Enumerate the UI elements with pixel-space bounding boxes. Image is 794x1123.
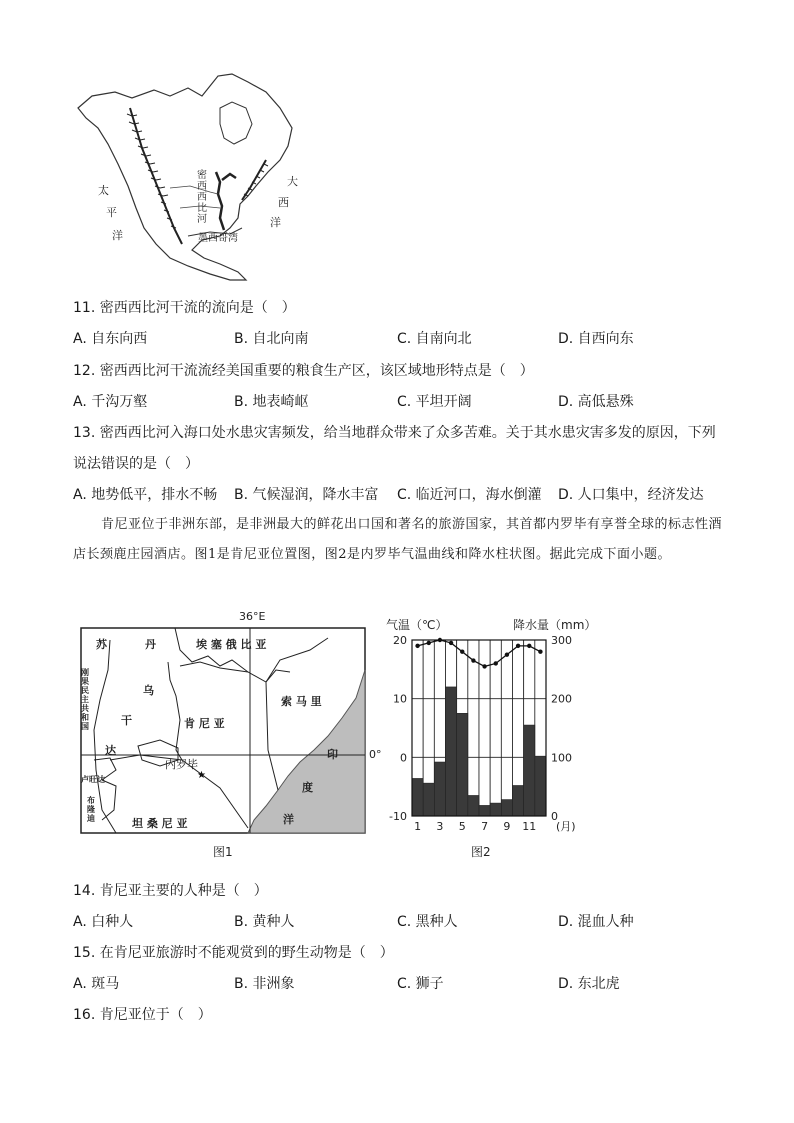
precipitation-bar (423, 783, 434, 816)
temperature-point (538, 650, 542, 654)
pacific-label-3: 洋 (112, 229, 123, 242)
pacific-label-1: 太 (98, 184, 109, 197)
fig2-left-axis-title: 气温（℃） (386, 618, 448, 632)
temperature-point (516, 644, 520, 648)
month-tick-label: 11 (522, 820, 537, 833)
precipitation-bar (446, 687, 457, 816)
question-11-option-a[interactable]: A. 自东向西 (73, 331, 148, 347)
question-15-option-c[interactable]: C. 狮子 (397, 976, 444, 992)
indian-ocean-label-2: 度 (302, 781, 313, 794)
ethiopia-label: 埃 塞 俄 比 亚 (196, 638, 267, 651)
temperature-point (415, 644, 419, 648)
question-12-option-c[interactable]: C. 平坦开阔 (397, 394, 472, 410)
nairobi-star-icon: ★ (197, 770, 206, 781)
month-tick-label: 7 (481, 820, 489, 833)
ethiopia-kenya-border (180, 662, 290, 682)
temperature-tick-label: 10 (393, 692, 407, 706)
month-unit-label: (月) (556, 820, 576, 833)
precipitation-bar (434, 762, 445, 816)
temperature-point (482, 664, 486, 668)
precipitation-bar (535, 756, 546, 816)
north-america-outline (78, 74, 292, 280)
question-11-option-c[interactable]: C. 自南向北 (397, 331, 472, 347)
drc-label-3: 民 (81, 686, 89, 695)
question-14-option-b[interactable]: B. 黄种人 (234, 914, 295, 930)
atlantic-label-3: 洋 (270, 216, 281, 229)
drc-label-1: 刚 (81, 668, 89, 677)
precipitation-bar (501, 800, 512, 816)
question-14-option-d[interactable]: D. 混血人种 (558, 914, 634, 930)
precipitation-bar (468, 795, 479, 816)
question-11-option-d[interactable]: D. 自西向东 (558, 331, 634, 347)
fig1-equator-label: 0° (369, 748, 382, 761)
kenya-label: 肯 尼 亚 (184, 717, 225, 730)
precipitation-tick-label: 0 (551, 810, 558, 823)
mississippi-river-label: 密西西比河 (197, 170, 207, 225)
drc-label-2: 果 (81, 677, 89, 686)
question-13-stem-line2: 说法错误的是（ ） (73, 456, 199, 472)
question-13-stem-line1: 13. 密西西比河入海口处水患灾害频发，给当地群众带来了众多苦难。关于其水患灾害多发的原因，下列 (73, 425, 716, 441)
question-13-option-b[interactable]: B. 气候湿润，降水丰富 (234, 487, 379, 503)
somalia-label: 索 马 里 (281, 695, 322, 708)
drc-label-5: 共 (81, 704, 89, 713)
month-tick-label: 5 (458, 820, 466, 833)
fig2-caption: 图2 (471, 845, 491, 859)
temperature-point (438, 638, 442, 642)
question-11-option-b[interactable]: B. 自北向南 (234, 331, 309, 347)
indian-ocean-label-3: 洋 (283, 813, 294, 826)
precipitation-bar (524, 725, 535, 816)
question-14-option-a[interactable]: A. 白种人 (73, 914, 134, 930)
temperature-tick-label: 0 (400, 751, 407, 765)
kenya-passage (73, 510, 733, 570)
uganda-label-1: 乌 (143, 684, 154, 697)
uganda-label-2: 干 (121, 714, 132, 727)
question-16-stem: 16. 肯尼亚位于（ ） (73, 1007, 212, 1023)
drc-label-7: 国 (81, 722, 89, 731)
atlantic-label-2: 西 (278, 196, 289, 209)
question-15-option-b[interactable]: B. 非洲象 (234, 976, 295, 992)
question-15-option-a[interactable]: A. 斑马 (73, 976, 120, 992)
month-column (468, 640, 479, 816)
tanzania-label: 坦 桑 尼 亚 (132, 817, 188, 830)
rocky-mountains (127, 108, 182, 244)
kenya-somalia-border (266, 682, 278, 790)
pacific-label-2: 平 (106, 206, 117, 219)
precipitation-bar (513, 785, 524, 816)
burundi-label-1: 布 (87, 796, 95, 805)
temperature-point (527, 644, 531, 648)
temperature-point (505, 652, 509, 656)
atlantic-label-1: 大 (287, 175, 298, 188)
temperature-point (449, 641, 453, 645)
temperature-tick-label: 20 (393, 634, 407, 647)
indian-ocean-label-1: 印 (327, 748, 338, 761)
burundi-label-2: 隆 (87, 805, 95, 814)
sudan-label-2: 丹 (145, 638, 156, 651)
temperature-point (460, 650, 464, 654)
question-12-option-a[interactable]: A. 千沟万壑 (73, 394, 148, 410)
question-12-option-b[interactable]: B. 地表崎岖 (234, 394, 309, 410)
month-tick-label: 3 (436, 820, 444, 833)
question-15-stem: 15. 在肯尼亚旅游时不能观赏到的野生动物是（ ） (73, 945, 394, 961)
temperature-point (494, 661, 498, 665)
precipitation-bar (479, 805, 490, 816)
question-12-option-d[interactable]: D. 高低悬殊 (558, 394, 634, 410)
drc-label (81, 668, 92, 731)
burundi-label-3: 迪 (87, 814, 95, 823)
precipitation-bar (457, 713, 468, 816)
question-13-option-a[interactable]: A. 地势低平，排水不畅 (73, 487, 218, 503)
climate-chart (380, 632, 585, 837)
question-15-option-d[interactable]: D. 东北虎 (558, 976, 620, 992)
temperature-point (427, 641, 431, 645)
fig1-caption: 图1 (213, 845, 233, 859)
uganda-label-3: 达 (105, 744, 116, 757)
precipitation-bar (490, 803, 501, 816)
north-america-map (70, 68, 310, 288)
question-13-option-c[interactable]: C. 临近河口，海水倒灌 (397, 487, 542, 503)
month-column (501, 640, 512, 816)
precipitation-tick-label: 300 (551, 634, 572, 647)
precipitation-tick-label: 200 (551, 692, 572, 706)
fig1-meridian-label: 36°E (239, 610, 266, 623)
uganda-kenya-border (168, 662, 182, 760)
rwanda-label: 卢旺达 (81, 775, 105, 784)
drc-label-6: 和 (81, 713, 89, 722)
ethiopia-somalia-border (266, 638, 328, 682)
month-column (490, 640, 501, 816)
drc-label-4: 主 (81, 695, 89, 704)
question-14-stem: 14. 肯尼亚主要的人种是（ ） (73, 883, 268, 899)
question-14-option-c[interactable]: C. 黑种人 (397, 914, 458, 930)
sudan-label-1: 苏 (96, 638, 107, 651)
nairobi-label: 内罗毕 (165, 758, 198, 771)
temperature-tick-label: -10 (389, 810, 407, 823)
temperature-point (471, 658, 475, 662)
question-11-stem: 11. 密西西比河干流的流向是（ ） (73, 300, 296, 316)
question-13-option-d[interactable]: D. 人口集中，经济发达 (558, 487, 704, 503)
fig2-right-axis-title: 降水量（mm） (513, 618, 597, 632)
appalachian-mountains (242, 160, 268, 200)
month-tick-label: 9 (503, 820, 511, 833)
gulf-of-mexico-label: 墨西哥湾 (198, 233, 238, 244)
burundi-label (87, 796, 98, 823)
month-tick-label: 1 (414, 820, 422, 833)
precipitation-tick-label: 100 (551, 751, 572, 765)
kenya-passage-text: 肯尼亚位于非洲东部，是非洲最大的鲜花出口国和著名的旅游国家，其首都内罗毕有享誉全球的标志性酒店长颈鹿庄园酒店。图1是肯尼亚位置图，图2是内罗毕气温曲线和降水柱状图。据此完成下面小题。 (73, 517, 723, 562)
question-12-stem: 12. 密西西比河干流流经美国重要的粮食生产区，该区域地形特点是（ ） (73, 363, 534, 379)
precipitation-bar (412, 778, 423, 816)
